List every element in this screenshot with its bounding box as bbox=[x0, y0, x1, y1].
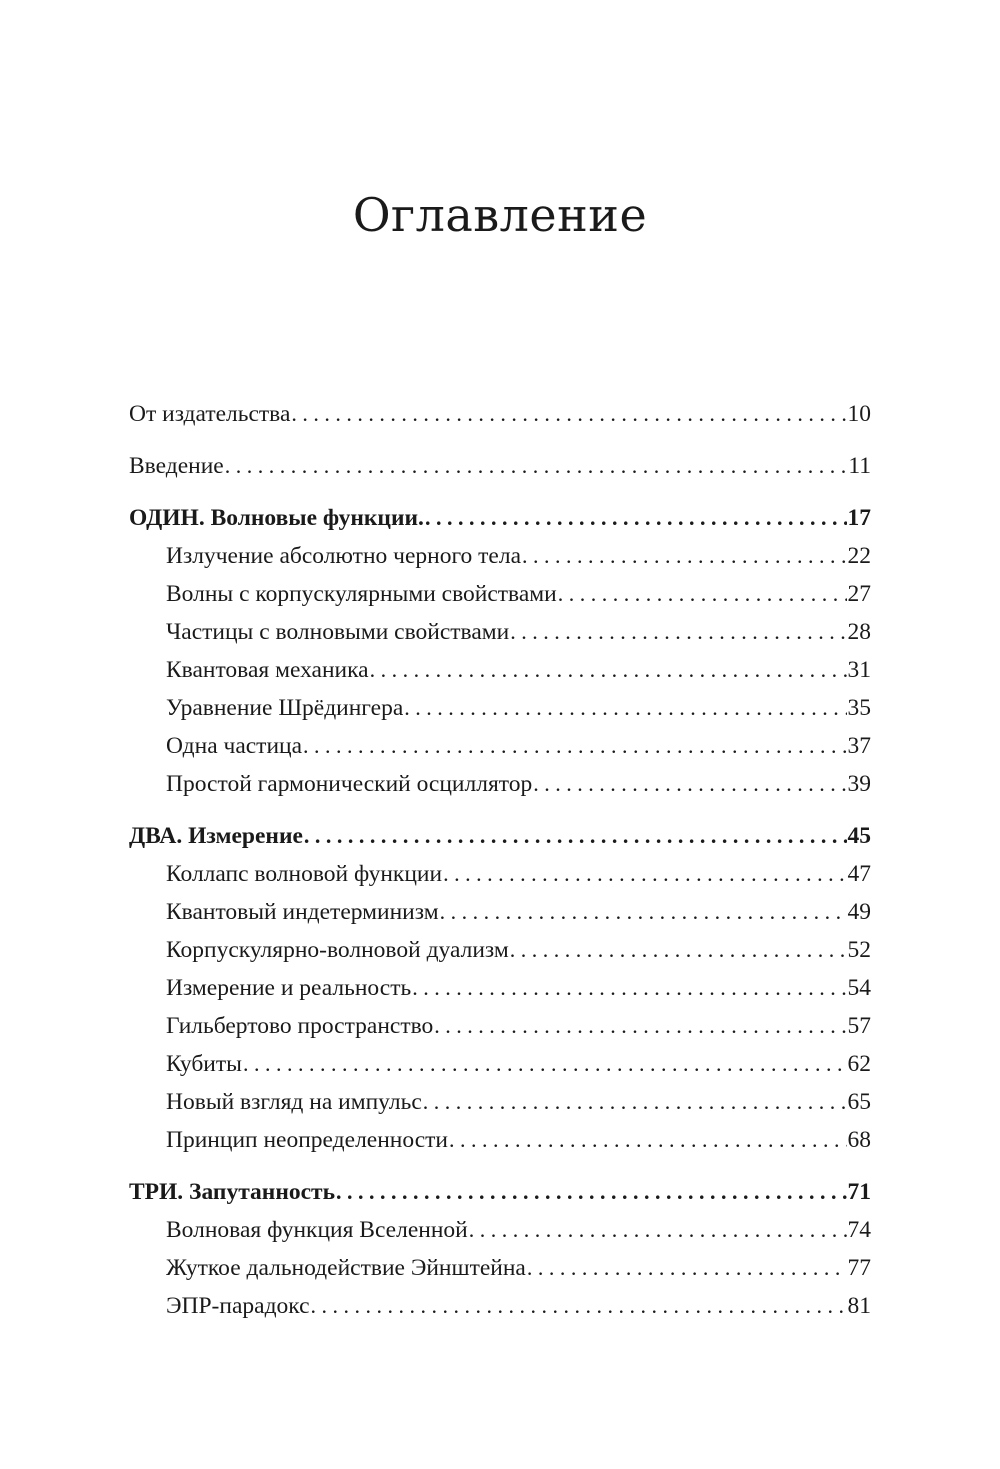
toc-section-label: Волны с корпускулярными свойствами bbox=[166, 581, 557, 607]
toc-section-page: 65 bbox=[847, 1089, 871, 1115]
toc-section[interactable] bbox=[129, 1121, 871, 1159]
toc-section-label: Жуткое дальнодействие Эйнштейна bbox=[166, 1255, 526, 1281]
dot-leader bbox=[443, 855, 846, 893]
toc-section[interactable] bbox=[129, 893, 871, 931]
dot-leader bbox=[225, 447, 848, 485]
toc-section[interactable] bbox=[129, 1045, 871, 1083]
toc-section-page: 74 bbox=[847, 1217, 871, 1243]
toc-section-page: 57 bbox=[847, 1013, 871, 1039]
toc-section-label: Частицы с волновыми свойствами bbox=[166, 619, 510, 645]
dot-leader bbox=[243, 1045, 847, 1083]
toc-entry-page: 11 bbox=[848, 453, 871, 479]
dot-leader bbox=[522, 537, 846, 575]
dot-leader bbox=[336, 1173, 846, 1211]
toc-section-label: Квантовая механика bbox=[166, 657, 369, 683]
toc-section-label: Принцип неопределенности bbox=[166, 1127, 448, 1153]
toc-section-label: Коллапс волновой функции bbox=[166, 861, 443, 887]
toc-section-label: Волновая функция Вселенной bbox=[166, 1217, 468, 1243]
toc-section[interactable] bbox=[129, 537, 871, 575]
page-title: Оглавление bbox=[352, 188, 648, 242]
dot-leader bbox=[291, 395, 846, 433]
dot-leader bbox=[510, 931, 847, 969]
dot-leader bbox=[370, 651, 847, 689]
toc-section[interactable] bbox=[129, 613, 871, 651]
dot-leader bbox=[558, 575, 847, 613]
toc-entry-label: Введение bbox=[129, 453, 224, 479]
dot-leader bbox=[425, 499, 847, 537]
dot-leader bbox=[311, 1287, 847, 1325]
toc-section-label: Одна частица bbox=[166, 733, 303, 759]
toc-section[interactable] bbox=[129, 1211, 871, 1249]
toc-section[interactable] bbox=[129, 727, 871, 765]
toc-chapter-page: 71 bbox=[847, 1179, 871, 1205]
dot-leader bbox=[303, 727, 846, 765]
toc-section-label: Измерение и реальность bbox=[166, 975, 412, 1001]
toc-section[interactable] bbox=[129, 969, 871, 1007]
dot-leader bbox=[304, 817, 847, 855]
toc-section-page: 35 bbox=[847, 695, 871, 721]
toc-section[interactable] bbox=[129, 1083, 871, 1121]
toc-section[interactable] bbox=[129, 1007, 871, 1045]
toc-chapter-label: ДВА. Измерение bbox=[129, 823, 303, 849]
toc-chapter-page: 17 bbox=[847, 505, 871, 531]
toc-chapter-three[interactable] bbox=[129, 1173, 871, 1211]
toc-section-page: 31 bbox=[847, 657, 871, 683]
toc-section-label: Новый взгляд на импульс bbox=[166, 1089, 422, 1115]
toc-section[interactable] bbox=[129, 651, 871, 689]
toc-chapter-label: ТРИ. Запутанность bbox=[129, 1179, 336, 1205]
toc-section-label: Квантовый индетерминизм bbox=[166, 899, 439, 925]
toc-section-page: 49 bbox=[847, 899, 871, 925]
toc-section-label: Гильбертово пространство bbox=[166, 1013, 434, 1039]
toc-section-label: Уравнение Шрёдингера bbox=[166, 695, 404, 721]
toc-section[interactable] bbox=[129, 765, 871, 803]
dot-leader bbox=[533, 765, 846, 803]
toc-section[interactable] bbox=[129, 1287, 871, 1325]
toc-section-page: 81 bbox=[847, 1293, 871, 1319]
dot-leader bbox=[423, 1083, 847, 1121]
toc-section-label: Простой гармонический осциллятор bbox=[166, 771, 533, 797]
toc-section-label: Кубиты bbox=[166, 1051, 242, 1077]
dot-leader bbox=[527, 1249, 847, 1287]
toc-section[interactable] bbox=[129, 931, 871, 969]
toc-section-page: 47 bbox=[847, 861, 871, 887]
toc-section-page: 39 bbox=[847, 771, 871, 797]
dot-leader bbox=[412, 969, 846, 1007]
toc-section-page: 68 bbox=[847, 1127, 871, 1153]
dot-leader bbox=[404, 689, 846, 727]
dot-leader bbox=[449, 1121, 847, 1159]
toc-section-page: 28 bbox=[847, 619, 871, 645]
toc-chapter-two[interactable] bbox=[129, 817, 871, 855]
dot-leader bbox=[440, 893, 847, 931]
toc-section[interactable] bbox=[129, 1249, 871, 1287]
toc-chapter-label: ОДИН. Волновые функции. bbox=[129, 505, 424, 531]
toc-section-page: 54 bbox=[847, 975, 871, 1001]
dot-leader bbox=[469, 1211, 847, 1249]
toc-section-page: 52 bbox=[847, 937, 871, 963]
toc-chapter-one[interactable] bbox=[129, 499, 871, 537]
toc-section[interactable] bbox=[129, 575, 871, 613]
toc-section-page: 37 bbox=[847, 733, 871, 759]
toc-section-page: 62 bbox=[847, 1051, 871, 1077]
toc-chapter-page: 45 bbox=[847, 823, 871, 849]
toc-section-page: 27 bbox=[847, 581, 871, 607]
toc-entry-page: 10 bbox=[847, 401, 871, 427]
toc-entry-introduction[interactable] bbox=[129, 447, 871, 485]
toc-section-page: 77 bbox=[847, 1255, 871, 1281]
toc-section[interactable] bbox=[129, 855, 871, 893]
toc-section[interactable] bbox=[129, 689, 871, 727]
toc-entry-publisher-note[interactable] bbox=[129, 395, 871, 433]
toc-entry-label: От издательства bbox=[129, 401, 291, 427]
toc-section-label: Излучение абсолютно черного тела bbox=[166, 543, 522, 569]
dot-leader bbox=[434, 1007, 846, 1045]
toc-section-page: 22 bbox=[847, 543, 871, 569]
table-of-contents bbox=[129, 395, 871, 1325]
toc-section-label: ЭПР-парадокс bbox=[166, 1293, 310, 1319]
dot-leader bbox=[510, 613, 846, 651]
toc-section-label: Корпускулярно-волновой дуализм bbox=[166, 937, 509, 963]
